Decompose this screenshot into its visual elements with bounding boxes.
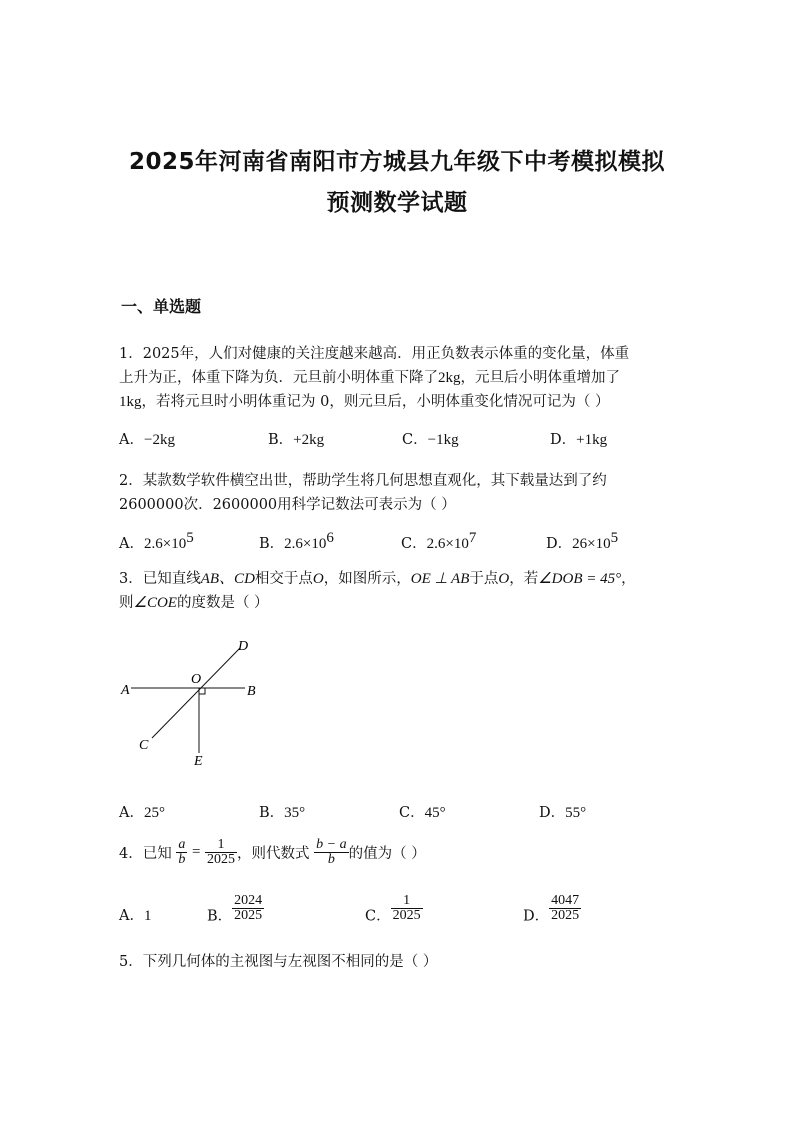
q3-option-b[interactable] bbox=[259, 801, 305, 822]
q2-option-d[interactable] bbox=[546, 530, 618, 553]
q3-text: 相交于点 bbox=[254, 571, 313, 587]
q4-text: 4．已知 bbox=[119, 846, 172, 862]
option-exponent: 6 bbox=[326, 530, 334, 546]
line-cd bbox=[152, 648, 240, 738]
fraction-denominator: 2025 bbox=[551, 908, 580, 923]
option-value: 55° bbox=[565, 805, 587, 821]
q2-option-c[interactable] bbox=[401, 530, 476, 553]
option-label: B． bbox=[259, 805, 285, 821]
q1-option-c[interactable] bbox=[402, 428, 459, 449]
q3-math: OE ⊥ AB bbox=[410, 571, 470, 587]
option-label: B． bbox=[207, 908, 233, 925]
option-value: 35° bbox=[284, 805, 306, 821]
q1-text: ，若将元旦时小明体重记为 0，则元旦后，小明体重变化情况可记为（ ） bbox=[141, 394, 610, 410]
label-c: C bbox=[139, 738, 149, 753]
q1-option-b[interactable] bbox=[268, 428, 324, 449]
q3-text: 则 bbox=[119, 595, 134, 611]
option-label: D． bbox=[550, 432, 577, 448]
q1-text-line2 bbox=[119, 366, 620, 387]
option-label: D． bbox=[539, 805, 566, 821]
fraction-denominator: 2025 bbox=[234, 908, 263, 923]
option-label: A． bbox=[119, 536, 144, 552]
q2-option-b[interactable] bbox=[259, 530, 334, 553]
option-label: D． bbox=[546, 536, 573, 552]
q3-text: ，若 bbox=[509, 571, 539, 587]
option-label: D． bbox=[523, 908, 550, 925]
q4-option-d[interactable] bbox=[523, 894, 581, 926]
option-value: 26×10 bbox=[572, 536, 611, 552]
q4-text-line1 bbox=[119, 838, 426, 867]
option-label: C． bbox=[399, 805, 425, 821]
option-value: −1kg bbox=[427, 432, 459, 448]
option-value: 25° bbox=[143, 805, 165, 821]
fraction-numerator: b − a bbox=[316, 837, 347, 852]
option-fraction bbox=[391, 894, 423, 923]
option-exponent: 7 bbox=[468, 530, 477, 546]
option-label: B． bbox=[268, 432, 294, 448]
q4-option-a[interactable] bbox=[119, 904, 151, 925]
q4-equals: = bbox=[191, 844, 201, 860]
q1-text-line1: 1．2025年，人们对健康的关注度越来越高．用正负数表示体重的变化量，体重 bbox=[119, 346, 630, 362]
q3-figure bbox=[110, 630, 280, 775]
fraction-denominator: 2025 bbox=[392, 908, 421, 923]
option-value: 2.6×10 bbox=[284, 536, 327, 552]
q3-text: ，如图所示， bbox=[323, 571, 411, 587]
q3-option-a[interactable] bbox=[119, 801, 165, 822]
fraction-numerator: a bbox=[178, 837, 186, 852]
page-title-line1: 2025年河南省南阳市方城县九年级下中考模拟模拟 bbox=[128, 149, 665, 175]
option-value: +2kg bbox=[293, 432, 325, 448]
option-exponent: 5 bbox=[186, 530, 194, 546]
fraction-numerator: 4047 bbox=[551, 893, 580, 908]
q4-fraction-a-over-b bbox=[176, 838, 187, 867]
q3-math: O bbox=[498, 571, 510, 587]
section-heading: 一、单选题 bbox=[121, 297, 202, 316]
q4-option-c[interactable] bbox=[365, 894, 423, 926]
q3-text-line2 bbox=[119, 591, 269, 612]
option-value: 1 bbox=[143, 908, 152, 924]
option-label: A． bbox=[119, 908, 144, 924]
q3-math: ∠DOB = 45° bbox=[538, 571, 622, 587]
option-label: C． bbox=[402, 432, 428, 448]
q1-value: 2kg bbox=[438, 370, 461, 386]
fraction-numerator: 1 bbox=[403, 893, 411, 908]
q1-value: 1kg bbox=[119, 394, 142, 410]
q1-option-d[interactable] bbox=[550, 428, 607, 449]
q3-math: O bbox=[312, 571, 324, 587]
q2-text-line1: 2．某款数学软件横空出世，帮助学生将几何思想直观化，其下载量达到了约 bbox=[119, 473, 607, 489]
q2-option-a[interactable] bbox=[119, 530, 194, 553]
q2-text-line2: 2600000次．2600000用科学记数法可表示为（ ） bbox=[119, 497, 456, 513]
q4-fraction-expression bbox=[314, 838, 348, 867]
fraction-denominator: 2025 bbox=[207, 852, 236, 867]
option-value: −2kg bbox=[143, 432, 175, 448]
fraction-denominator: b bbox=[178, 852, 186, 867]
label-d: D bbox=[238, 639, 249, 654]
option-fraction bbox=[549, 894, 581, 923]
q3-text-line1 bbox=[119, 567, 636, 588]
q1-text: ，元旦后小明体重增加了 bbox=[460, 370, 620, 386]
q4-option-b[interactable] bbox=[207, 894, 264, 926]
label-b: B bbox=[247, 684, 256, 699]
q1-text-line3 bbox=[119, 390, 609, 411]
q3-option-d[interactable] bbox=[539, 801, 586, 822]
option-fraction bbox=[232, 894, 264, 923]
option-value: 2.6×10 bbox=[143, 536, 187, 552]
q4-text: 的值为（ ） bbox=[348, 846, 426, 862]
q5-text-line1: 5．下列几何体的主视图与左视图不相同的是（ ） bbox=[119, 954, 438, 970]
page-title-line2: 预测数学试题 bbox=[326, 190, 468, 216]
q3-text: 3．已知直线 bbox=[119, 571, 201, 587]
q4-text: ，则代数式 bbox=[237, 846, 310, 862]
q3-option-c[interactable] bbox=[399, 801, 446, 822]
label-o: O bbox=[191, 672, 202, 687]
label-e: E bbox=[194, 754, 203, 769]
fraction-numerator: 1 bbox=[217, 837, 225, 852]
q1-text: 上升为正，体重下降为负．元旦前小明体重下降了 bbox=[119, 370, 438, 386]
option-value: 2.6×10 bbox=[426, 536, 469, 552]
label-a: A bbox=[121, 683, 130, 698]
q3-text: ， bbox=[621, 571, 636, 587]
q4-fraction-1-over-2025 bbox=[205, 838, 237, 867]
option-value: +1kg bbox=[576, 432, 608, 448]
option-value: 45° bbox=[424, 805, 446, 821]
option-label: A． bbox=[119, 805, 144, 821]
q3-text: 的度数是（ ） bbox=[176, 595, 269, 611]
q3-text: 于点 bbox=[469, 571, 499, 587]
option-label: A． bbox=[119, 432, 144, 448]
q1-option-a[interactable] bbox=[119, 428, 175, 449]
fraction-denominator: b bbox=[314, 852, 348, 867]
fraction-numerator: 2024 bbox=[234, 893, 263, 908]
option-label: C． bbox=[401, 536, 427, 552]
q3-math: AB、CD bbox=[200, 571, 255, 587]
q3-math: ∠COE bbox=[133, 595, 177, 611]
option-exponent: 5 bbox=[610, 530, 619, 546]
option-label: B． bbox=[259, 536, 285, 552]
option-label: C． bbox=[365, 908, 391, 925]
